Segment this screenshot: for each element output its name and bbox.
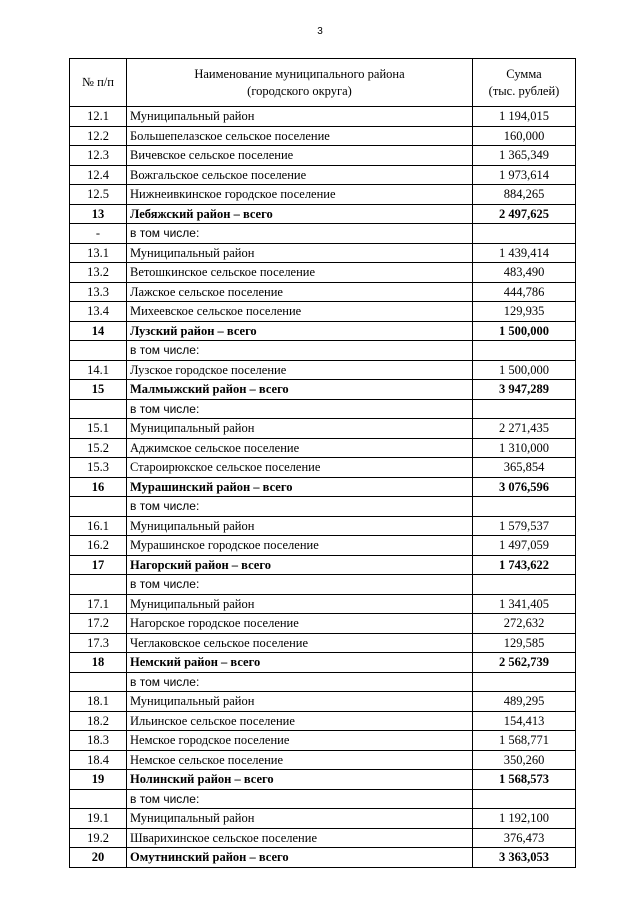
table-row xyxy=(70,633,576,653)
row-sum: 444,786 xyxy=(473,282,576,302)
table-row xyxy=(70,419,576,439)
row-sum: 1 973,614 xyxy=(473,165,576,185)
row-name: Шварихинское сельское поселение xyxy=(127,828,473,848)
row-number xyxy=(70,789,127,809)
row-number: 15.2 xyxy=(70,438,127,458)
header-num: № п/п xyxy=(70,59,127,107)
row-sum: 1 497,059 xyxy=(473,536,576,556)
row-name: Большепелазское сельское поселение xyxy=(127,126,473,146)
row-number xyxy=(70,672,127,692)
table-row xyxy=(70,575,576,595)
table-row xyxy=(70,204,576,224)
row-number: 17.1 xyxy=(70,594,127,614)
table-row xyxy=(70,263,576,283)
row-sum xyxy=(473,575,576,595)
table-row xyxy=(70,770,576,790)
row-number: 18.2 xyxy=(70,711,127,731)
header-sum-line1: Сумма xyxy=(506,66,542,81)
row-name: Нагорское городское поселение xyxy=(127,614,473,634)
row-number: 20 xyxy=(70,848,127,868)
row-sum: 1 743,622 xyxy=(473,555,576,575)
table-row xyxy=(70,438,576,458)
row-number: 18.3 xyxy=(70,731,127,751)
table-row xyxy=(70,497,576,517)
row-number: 15 xyxy=(70,380,127,400)
row-name: в том числе: xyxy=(127,341,473,361)
row-number xyxy=(70,575,127,595)
table-row xyxy=(70,107,576,127)
row-sum: 1 341,405 xyxy=(473,594,576,614)
row-name: Мурашинское городское поселение xyxy=(127,536,473,556)
row-name: Аджимское сельское поселение xyxy=(127,438,473,458)
header-row xyxy=(70,59,576,107)
row-name: Омутнинский район – всего xyxy=(127,848,473,868)
row-name: Немское городское поселение xyxy=(127,731,473,751)
row-number: 19.2 xyxy=(70,828,127,848)
row-sum: 365,854 xyxy=(473,458,576,478)
row-name: в том числе: xyxy=(127,789,473,809)
budget-table xyxy=(69,58,576,868)
row-name: Муниципальный район xyxy=(127,419,473,439)
row-name: Муниципальный район xyxy=(127,809,473,829)
header-name xyxy=(127,59,473,107)
table-row xyxy=(70,536,576,556)
table-row xyxy=(70,165,576,185)
table-row xyxy=(70,711,576,731)
row-number xyxy=(70,497,127,517)
row-number: 12.5 xyxy=(70,185,127,205)
row-sum: 3 947,289 xyxy=(473,380,576,400)
row-number: 13.3 xyxy=(70,282,127,302)
row-number: 14.1 xyxy=(70,360,127,380)
row-name: Мурашинский район – всего xyxy=(127,477,473,497)
row-number: 13.1 xyxy=(70,243,127,263)
row-sum: 1 439,414 xyxy=(473,243,576,263)
row-name: Малмыжский район – всего xyxy=(127,380,473,400)
row-number: - xyxy=(70,224,127,244)
header-sum-line2: (тыс. рублей) xyxy=(488,83,560,98)
table-row xyxy=(70,614,576,634)
row-sum: 1 579,537 xyxy=(473,516,576,536)
row-sum: 1 568,771 xyxy=(473,731,576,751)
row-sum: 1 568,573 xyxy=(473,770,576,790)
row-number: 19.1 xyxy=(70,809,127,829)
row-sum: 154,413 xyxy=(473,711,576,731)
row-sum: 2 271,435 xyxy=(473,419,576,439)
row-name: Михеевское сельское поселение xyxy=(127,302,473,322)
row-number: 17.3 xyxy=(70,633,127,653)
row-name: Нагорский район – всего xyxy=(127,555,473,575)
row-number: 13 xyxy=(70,204,127,224)
table-row xyxy=(70,126,576,146)
row-name: Немское сельское поселение xyxy=(127,750,473,770)
table-row xyxy=(70,224,576,244)
row-name: Староирюкское сельское поселение xyxy=(127,458,473,478)
table-row xyxy=(70,731,576,751)
row-name: Ильинское сельское поселение xyxy=(127,711,473,731)
row-sum xyxy=(473,672,576,692)
table-row xyxy=(70,302,576,322)
row-sum xyxy=(473,224,576,244)
row-number: 17 xyxy=(70,555,127,575)
row-sum: 2 497,625 xyxy=(473,204,576,224)
table-row xyxy=(70,789,576,809)
table-row xyxy=(70,809,576,829)
row-name: Чеглаковское сельское поселение xyxy=(127,633,473,653)
table-row xyxy=(70,243,576,263)
row-sum: 489,295 xyxy=(473,692,576,712)
table-row xyxy=(70,594,576,614)
row-name: Муниципальный район xyxy=(127,516,473,536)
row-number: 12.2 xyxy=(70,126,127,146)
table-body xyxy=(70,107,576,868)
row-number: 13.2 xyxy=(70,263,127,283)
header-sum xyxy=(473,59,576,107)
table-row xyxy=(70,848,576,868)
row-sum: 376,473 xyxy=(473,828,576,848)
table-row xyxy=(70,477,576,497)
row-name: Вичевское сельское поселение xyxy=(127,146,473,166)
table-row xyxy=(70,380,576,400)
row-number: 15.3 xyxy=(70,458,127,478)
row-name: Нолинский район – всего xyxy=(127,770,473,790)
row-sum: 129,935 xyxy=(473,302,576,322)
row-number: 17.2 xyxy=(70,614,127,634)
row-name: Лажское сельское поселение xyxy=(127,282,473,302)
table-row xyxy=(70,399,576,419)
row-number: 18 xyxy=(70,653,127,673)
row-number: 16.1 xyxy=(70,516,127,536)
row-number: 19 xyxy=(70,770,127,790)
row-name: Вожгальское сельское поселение xyxy=(127,165,473,185)
row-number: 14 xyxy=(70,321,127,341)
row-name: в том числе: xyxy=(127,672,473,692)
row-sum: 350,260 xyxy=(473,750,576,770)
row-sum: 3 363,053 xyxy=(473,848,576,868)
row-name: Муниципальный район xyxy=(127,107,473,127)
table-row xyxy=(70,321,576,341)
row-sum: 2 562,739 xyxy=(473,653,576,673)
row-sum: 1 500,000 xyxy=(473,321,576,341)
row-sum: 1 500,000 xyxy=(473,360,576,380)
table-row xyxy=(70,555,576,575)
row-number xyxy=(70,341,127,361)
row-name: Муниципальный район xyxy=(127,692,473,712)
row-sum: 1 194,015 xyxy=(473,107,576,127)
row-name: Муниципальный район xyxy=(127,594,473,614)
row-sum: 1 365,349 xyxy=(473,146,576,166)
row-name: в том числе: xyxy=(127,497,473,517)
row-name: Нижнеивкинское городское поселение xyxy=(127,185,473,205)
row-number: 15.1 xyxy=(70,419,127,439)
row-name: Лебяжский район – всего xyxy=(127,204,473,224)
row-number: 18.1 xyxy=(70,692,127,712)
row-number: 16 xyxy=(70,477,127,497)
row-sum: 129,585 xyxy=(473,633,576,653)
row-sum xyxy=(473,497,576,517)
row-sum xyxy=(473,789,576,809)
row-sum: 3 076,596 xyxy=(473,477,576,497)
row-name: в том числе: xyxy=(127,399,473,419)
row-number: 16.2 xyxy=(70,536,127,556)
table-header xyxy=(70,59,576,107)
row-sum: 1 192,100 xyxy=(473,809,576,829)
table-row xyxy=(70,146,576,166)
row-number: 12.3 xyxy=(70,146,127,166)
row-name: Лузское городское поселение xyxy=(127,360,473,380)
table-row xyxy=(70,458,576,478)
row-sum: 884,265 xyxy=(473,185,576,205)
row-sum: 483,490 xyxy=(473,263,576,283)
table-row xyxy=(70,341,576,361)
header-name-line1: Наименование муниципального района xyxy=(194,66,405,81)
table-row xyxy=(70,516,576,536)
header-name-line2: (городского округа) xyxy=(247,83,352,98)
row-number: 12.4 xyxy=(70,165,127,185)
row-number: 13.4 xyxy=(70,302,127,322)
table-row xyxy=(70,750,576,770)
row-name: Лузский район – всего xyxy=(127,321,473,341)
table-row xyxy=(70,692,576,712)
row-sum xyxy=(473,341,576,361)
table-row xyxy=(70,360,576,380)
row-sum: 272,632 xyxy=(473,614,576,634)
row-number xyxy=(70,399,127,419)
row-name: в том числе: xyxy=(127,575,473,595)
row-sum: 1 310,000 xyxy=(473,438,576,458)
table-row xyxy=(70,828,576,848)
page-number: 3 xyxy=(317,26,323,37)
table-row xyxy=(70,653,576,673)
row-name: Ветошкинское сельское поселение xyxy=(127,263,473,283)
row-name: Немский район – всего xyxy=(127,653,473,673)
row-name: в том числе: xyxy=(127,224,473,244)
row-number: 12.1 xyxy=(70,107,127,127)
table-row xyxy=(70,282,576,302)
row-sum: 160,000 xyxy=(473,126,576,146)
row-name: Муниципальный район xyxy=(127,243,473,263)
table-row xyxy=(70,185,576,205)
row-number: 18.4 xyxy=(70,750,127,770)
row-sum xyxy=(473,399,576,419)
table-row xyxy=(70,672,576,692)
